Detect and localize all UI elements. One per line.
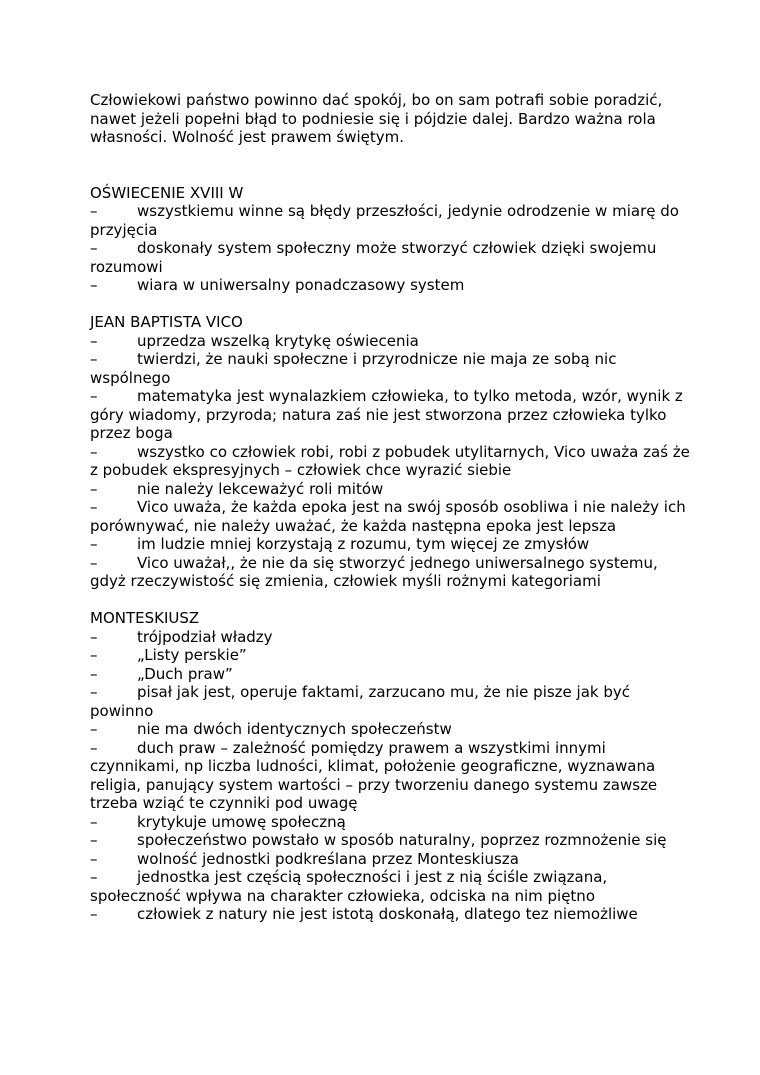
dash-bullet: – (90, 812, 98, 831)
list-item-text: twierdzi, że nauki społeczne i przyrodnicze nie maja ze sobą nic wspólnego (90, 350, 617, 387)
list-item-text: wiara w uniwersalny ponadczasowy system (137, 276, 465, 294)
section-oswiecenie (90, 184, 690, 295)
dash-bullet: – (90, 350, 98, 368)
list-item-text: wolność jednostki podkreślana przez Monteskiusza (137, 849, 519, 868)
dash-bullet: – (90, 868, 98, 886)
dash-bullet: – (90, 905, 98, 923)
list-item-text: duch praw – zależność pomiędzy prawem a wszystkimi innymi czynnikami, np liczba ludności, klimat, położenie geograficzne, wyznawana religia, panujący system wartości – przy tworzeniu danego systemu zawsze trzeba wziąć te czynniki pod uwagę (90, 738, 658, 812)
section-heading: JEAN BAPTISTA VICO (90, 313, 243, 331)
list-item (90, 554, 690, 591)
list-item (90, 535, 690, 554)
dash-bullet: – (90, 387, 98, 405)
intro-paragraph: Człowiekowi państwo powinno dać spokój, bo on sam potrafi sobie poradzić, nawet jeżeli popełni błąd to podniesie się i pójdzie dalej. Bardzo ważna rola własności. Wolność jest prawem świętym. (90, 91, 663, 146)
list-item (90, 868, 690, 905)
dash-bullet: – (90, 738, 98, 757)
list-item-text: matematyka jest wynalazkiem człowieka, to tylko metoda, wzór, wynik z góry wiadomy, przyroda; natura zaś nie jest stworzona przez człowieka tylko przez boga (90, 387, 683, 442)
list-item (90, 683, 690, 720)
list-item (90, 665, 690, 684)
dash-bullet: – (90, 535, 98, 553)
list-item-text: wszystko co człowiek robi, robi z pobudek utylitarnych, Vico uważa zaś że z pobudek ekspresyjnych – człowiek chce wyrazić siebie (90, 442, 690, 479)
list-item-text: społeczeństwo powstało w sposób naturalny, poprzez rozmnożenie się (137, 831, 667, 849)
list-item-text: Vico uważa, że każda epoka jest na swój sposób osobliwa i nie należy ich porównywać, nie należy uważać, że każda następna epoka jest lepsza (90, 498, 686, 535)
list-item-text: „Duch praw” (137, 664, 233, 683)
spacer (90, 147, 690, 184)
list-item (90, 276, 690, 295)
dash-bullet: – (90, 276, 98, 294)
dash-bullet: – (90, 627, 98, 646)
section-vico (90, 313, 690, 591)
dash-bullet: – (90, 479, 98, 498)
list-item (90, 239, 690, 276)
list-item-text: doskonały system społeczny może stworzyć człowiek dzięki swojemu rozumowi (90, 239, 657, 276)
list-item-text: pisał jak jest, operuje faktami, zarzucano mu, że nie pisze jak być powinno (90, 683, 631, 720)
list-item (90, 350, 690, 387)
list-item (90, 628, 690, 647)
list-item (90, 850, 690, 869)
list-item (90, 720, 690, 739)
dash-bullet: – (90, 442, 98, 461)
list-item (90, 332, 690, 351)
list-item (90, 813, 690, 832)
list-item-text: Vico uważał,, że nie da się stworzyć jednego uniwersalnego systemu, gdyż rzeczywistość się zmienia, człowiek myśli rożnymi kategoriami (90, 553, 658, 590)
section-heading: MONTESKIUSZ (90, 609, 200, 627)
list-item-text: nie należy lekceważyć roli mitów (137, 479, 384, 498)
list-item (90, 443, 690, 480)
list-item (90, 646, 690, 665)
list-item (90, 480, 690, 499)
dash-bullet: – (90, 202, 98, 220)
list-item-text: uprzedza wszelką krytykę oświecenia (137, 331, 419, 350)
list-item-text: człowiek z natury nie jest istotą doskonałą, dlatego tez niemożliwe (137, 905, 638, 923)
dash-bullet: – (90, 498, 98, 516)
dash-bullet: – (90, 239, 98, 257)
dash-bullet: – (90, 331, 98, 350)
list-item-text: wszystkiemu winne są błędy przeszłości, jedynie odrodzenie w miarę do przyjęcia (90, 202, 679, 239)
dash-bullet: – (90, 646, 98, 664)
list-item-text: krytykuje umowę społeczną (137, 812, 346, 831)
dash-bullet: – (90, 849, 98, 868)
dash-bullet: – (90, 683, 98, 701)
section-monteskiusz (90, 609, 690, 924)
document-page (90, 91, 690, 924)
list-item (90, 387, 690, 443)
dash-bullet: – (90, 720, 98, 738)
spacer (90, 295, 690, 314)
spacer (90, 591, 690, 610)
list-item-text: jednostka jest częścią społeczności i jest z nią ściśle związana, społeczność wpływa na charakter człowieka, odciska na nim piętno (90, 868, 608, 905)
list-item-text: trójpodział władzy (137, 627, 273, 646)
dash-bullet: – (90, 553, 98, 572)
list-item (90, 739, 690, 813)
dash-bullet: – (90, 831, 98, 849)
dash-bullet: – (90, 664, 98, 683)
list-item-text: nie ma dwóch identycznych społeczeństw (137, 720, 452, 738)
list-item-text: im ludzie mniej korzystają z rozumu, tym więcej ze zmysłów (137, 535, 590, 553)
list-item (90, 202, 690, 239)
section-heading: OŚWIECENIE XVIII W (90, 183, 244, 202)
list-item (90, 498, 690, 535)
list-item (90, 831, 690, 850)
list-item-text: „Listy perskie” (137, 646, 247, 664)
list-item (90, 905, 690, 924)
